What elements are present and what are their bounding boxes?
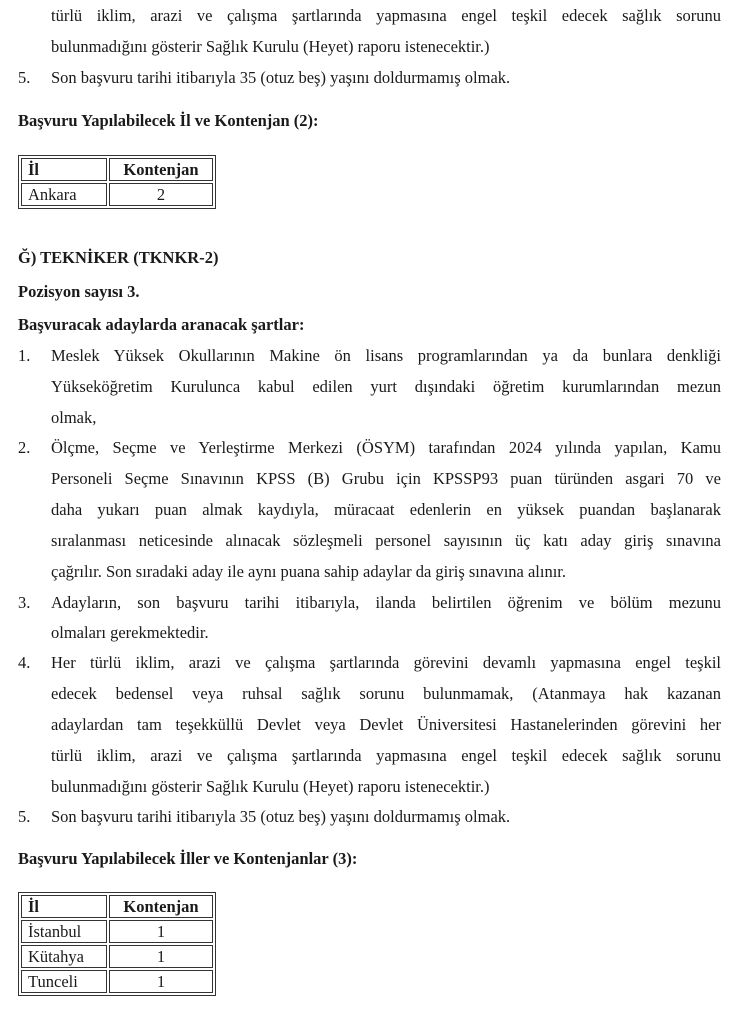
list-item-text: bulunmadığını gösterir Sağlık Kurulu (Heyet) raporu istenecektir.) — [51, 777, 490, 796]
quota-heading: Başvuru Yapılabilecek İller ve Kontenjanlar (3): — [18, 849, 358, 868]
province-cell: Tunceli — [21, 970, 107, 993]
continued-text-line: bulunmadığını gösterir Sağlık Kurulu (Heyet) raporu istenecektir.) — [51, 37, 490, 56]
column-header-province: İl — [21, 895, 107, 918]
requirements-heading: Başvuracak adaylarda aranacak şartlar: — [18, 315, 305, 334]
list-number: 4. — [18, 653, 31, 672]
list-item-text: daha yukarı puan almak kaydıyla, müracaat edenlerin en yüksek puandan başlanarak — [51, 500, 721, 519]
quota-table — [18, 892, 216, 996]
quota-cell: 1 — [109, 970, 213, 993]
quota-cell: 1 — [109, 945, 213, 968]
list-number: 1. — [18, 346, 31, 365]
table-header-row — [21, 895, 213, 918]
list-item-text: Adayların, son başvuru tarihi itibarıyla, ilanda belirtilen öğrenim ve bölüm mezunu — [51, 593, 721, 612]
table-header-row — [21, 158, 213, 181]
column-header-province: İl — [21, 158, 107, 181]
list-item-text: çağrılır. Son sıradaki aday ile aynı puana sahip adaylar da giriş sınavına alınır. — [51, 562, 567, 581]
list-item-text: adaylardan tam teşekküllü Devlet veya Devlet Üniversitesi Hastanelerinden görevini her — [51, 715, 721, 734]
list-item-text: Meslek Yüksek Okullarının Makine ön lisans programlarından ya da bunlara denkliği — [51, 346, 721, 365]
table-row — [21, 183, 213, 206]
quota-heading: Başvuru Yapılabilecek İl ve Kontenjan (2): — [18, 111, 319, 130]
list-item-text: sıralanması neticesinde alınacak sözleşmeli personel sayısının üç katı aday giriş sınavına — [51, 531, 721, 550]
table-row — [21, 945, 213, 968]
list-item-text: Yükseköğretim Kurulunca kabul edilen yurt dışındaki öğretim kurumlarından mezun — [51, 377, 721, 396]
position-count: Pozisyon sayısı 3. — [18, 282, 140, 301]
province-cell: Ankara — [21, 183, 107, 206]
list-item-text: olmak, — [51, 408, 97, 427]
quota-cell: 1 — [109, 920, 213, 943]
column-header-quota: Kontenjan — [109, 158, 213, 181]
list-item-text: olmaları gerekmektedir. — [51, 623, 209, 642]
list-item-text: türlü iklim, arazi ve çalışma şartlarında yapmasına engel teşkil edecek sağlık sorunu — [51, 746, 721, 765]
list-item-text: edecek bedensel veya ruhsal sağlık sorunu bulunmamak, (Atanmaya hak kazanan — [51, 684, 721, 703]
section-title: Ğ) TEKNİKER (TKNKR-2) — [18, 248, 219, 267]
quota-cell: 2 — [109, 183, 213, 206]
list-item-text: Her türlü iklim, arazi ve çalışma şartlarında görevini devamlı yapmasına engel teşkil — [51, 653, 721, 672]
list-number: 5. — [18, 807, 31, 826]
province-cell: Kütahya — [21, 945, 107, 968]
list-number: 5. — [18, 68, 31, 87]
list-item-text: Son başvuru tarihi itibarıyla 35 (otuz beş) yaşını doldurmamış olmak. — [51, 807, 511, 826]
table-row — [21, 970, 213, 993]
list-item-text: Son başvuru tarihi itibarıyla 35 (otuz beş) yaşını doldurmamış olmak. — [51, 68, 511, 87]
list-item-text: Personeli Seçme Sınavının KPSS (B) Grubu için KPSSP93 puan türünden asgari 70 ve — [51, 469, 721, 488]
table-row — [21, 920, 213, 943]
list-number: 3. — [18, 593, 31, 612]
list-item-text: Ölçme, Seçme ve Yerleştirme Merkezi (ÖSYM) tarafından 2024 yılında yapılan, Kamu — [51, 438, 721, 457]
continued-text-line: türlü iklim, arazi ve çalışma şartlarında yapmasına engel teşkil edecek sağlık sorunu — [51, 6, 721, 25]
list-number: 2. — [18, 438, 31, 457]
column-header-quota: Kontenjan — [109, 895, 213, 918]
province-cell: İstanbul — [21, 920, 107, 943]
quota-table — [18, 155, 216, 209]
